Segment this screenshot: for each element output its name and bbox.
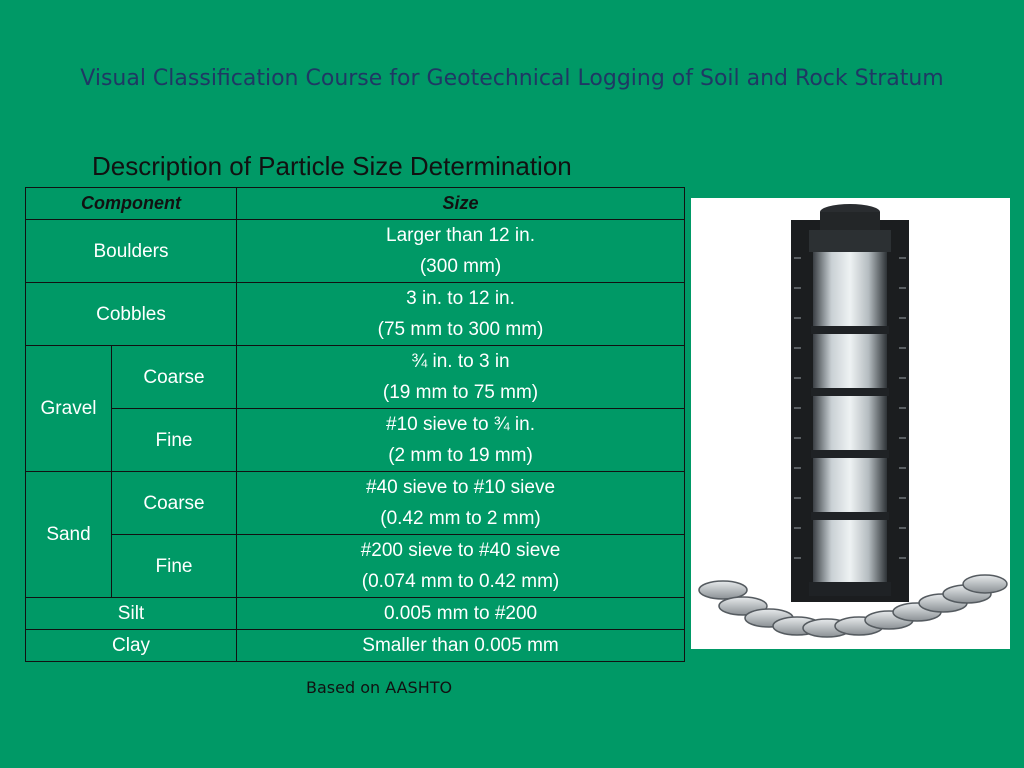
cell-sand-coarse-size	[237, 472, 685, 535]
cell-gravel-fine-label: Fine	[112, 409, 237, 472]
lid-ring	[809, 230, 891, 252]
sand-fine-size-line2: (0.074 mm to 0.42 mm)	[361, 571, 560, 592]
cell-gravel-fine-size	[237, 409, 685, 472]
sand-coarse-size-line1: #40 sieve to #10 sieve	[365, 477, 556, 498]
boulders-size-line1: Larger than 12 in.	[386, 225, 535, 246]
cell-cobbles-size	[237, 283, 685, 346]
cobbles-size-line1: 3 in. to 12 in.	[406, 288, 515, 309]
cobbles-size-line2: (75 mm to 300 mm)	[377, 319, 544, 340]
gravel-coarse-size-line1: ¾ in. to 3 in	[411, 351, 510, 372]
cell-sand-coarse-label: Coarse	[112, 472, 237, 535]
glass-column	[813, 252, 887, 586]
table-caption: Description of Particle Size Determination	[92, 151, 572, 181]
table-row-gravel-fine	[26, 409, 685, 472]
cap-body	[820, 212, 880, 230]
sand-fine-size-line1: #200 sieve to #40 sieve	[360, 540, 561, 561]
cell-clay-component: Clay	[26, 630, 237, 662]
cell-cobbles-component: Cobbles	[26, 283, 237, 346]
header-size: Size	[237, 188, 685, 220]
header-component: Component	[26, 188, 237, 220]
sieve-stack-photo	[691, 198, 1010, 649]
table-header-row	[26, 188, 685, 220]
cell-silt-size: 0.005 mm to #200	[237, 598, 685, 630]
cell-boulders-size	[237, 220, 685, 283]
table-row-boulders	[26, 220, 685, 283]
gravel-fine-size-line1: #10 sieve to ¾ in.	[386, 414, 535, 435]
table-row-silt	[26, 598, 685, 630]
source-note: Based on AASHTO	[306, 678, 453, 697]
cell-sand-component: Sand	[26, 472, 112, 598]
table-row-cobbles	[26, 283, 685, 346]
cell-silt-component: Silt	[26, 598, 237, 630]
cell-boulders-component: Boulders	[26, 220, 237, 283]
cell-sand-fine-label: Fine	[112, 535, 237, 598]
gravel-fine-size-line2: (2 mm to 19 mm)	[388, 445, 533, 466]
sieve-stack-illustration	[691, 198, 1010, 649]
slide-title: Visual Classification Course for Geotechnical Logging of Soil and Rock Stratum	[80, 66, 944, 91]
sand-coarse-size-line2: (0.42 mm to 2 mm)	[380, 508, 541, 529]
cell-gravel-coarse-label: Coarse	[112, 346, 237, 409]
table-row-gravel-coarse	[26, 346, 685, 409]
table-row-sand-coarse	[26, 472, 685, 535]
gravel-coarse-size-line2: (19 mm to 75 mm)	[382, 382, 539, 403]
cell-gravel-coarse-size	[237, 346, 685, 409]
cell-gravel-component: Gravel	[26, 346, 112, 472]
cell-sand-fine-size	[237, 535, 685, 598]
boulders-size-line2: (300 mm)	[419, 256, 502, 277]
particle-size-table	[25, 187, 685, 662]
table-row-clay	[26, 630, 685, 662]
table-row-sand-fine	[26, 535, 685, 598]
cell-clay-size: Smaller than 0.005 mm	[237, 630, 685, 662]
